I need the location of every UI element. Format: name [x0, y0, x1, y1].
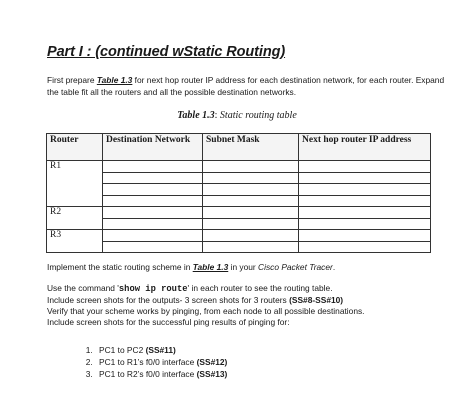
table-cell[interactable] [203, 172, 299, 184]
command-code: show ip route [118, 284, 188, 294]
implement-paragraph [47, 262, 457, 273]
screenshot-tag: (SS#8-SS#10) [289, 295, 344, 305]
implement-text-end: . [332, 262, 336, 272]
table-cell[interactable] [203, 230, 299, 242]
table-cell[interactable] [203, 218, 299, 230]
app-name: Cisco Packet Tracer [258, 262, 333, 272]
router-cell-r3: R3 [47, 230, 103, 253]
list-item [95, 357, 227, 369]
table-row [47, 161, 431, 173]
table-cell[interactable] [203, 161, 299, 173]
ping-test-list [78, 345, 227, 380]
table-row [47, 195, 431, 207]
command-text-end: ' in each router to see the routing table. [187, 283, 333, 293]
caption-separator: : [214, 110, 220, 121]
command-text-start: Use the command ' [47, 283, 119, 293]
header-destination-network: Destination Network [103, 134, 203, 161]
table-row [47, 230, 431, 242]
table-cell[interactable] [299, 241, 431, 253]
section-heading: Part I : (continued wStatic Routing) [47, 44, 286, 60]
table-cell[interactable] [103, 161, 203, 173]
table-cell[interactable] [103, 218, 203, 230]
table-cell[interactable] [103, 207, 203, 219]
table-cell[interactable] [103, 172, 203, 184]
table-cell[interactable] [103, 241, 203, 253]
header-router: Router [47, 134, 103, 161]
table-cell[interactable] [299, 172, 431, 184]
table-cell[interactable] [203, 241, 299, 253]
table-cell[interactable] [299, 184, 431, 196]
static-routing-table [46, 133, 431, 253]
verify-line: Verify that your scheme works by pinging, from each node to all possible destinations. [47, 306, 365, 316]
router-cell-r1: R1 [47, 161, 103, 207]
table-reference: Table 1.3 [96, 75, 133, 85]
test-text: PC1 to R1’s f0/0 interface [99, 356, 197, 367]
header-subnet-mask: Subnet Mask [203, 134, 299, 161]
test-tag: (SS#11) [145, 345, 176, 355]
table-row [47, 172, 431, 184]
list-item [95, 345, 227, 357]
ping-line: Include screen shots for the successful ping results of pinging for: [47, 317, 290, 327]
table-cell[interactable] [299, 207, 431, 219]
caption-label: Table 1.3 [177, 110, 215, 121]
screenshot-text: Include screen shots for the outputs- 3 screen shots for 3 routers [47, 295, 290, 305]
test-text: PC1 to R2’s f0/0 interface [99, 368, 197, 379]
table-row [47, 241, 431, 253]
table-row [47, 218, 431, 230]
table-cell[interactable] [299, 161, 431, 173]
caption-title: Static routing table [219, 110, 297, 121]
table-row [47, 184, 431, 196]
table-row [47, 207, 431, 219]
intro-text-start: First prepare [47, 75, 97, 85]
intro-text-end: for next hop router IP address for each destination network, for each router. Expand the table fit all the routers and all the possible destination networks. [47, 75, 445, 97]
table-cell[interactable] [203, 184, 299, 196]
table-cell[interactable] [299, 230, 431, 242]
test-text: PC1 to PC2 [99, 345, 146, 355]
table-cell[interactable] [203, 195, 299, 207]
intro-paragraph [47, 74, 447, 98]
list-item [95, 369, 227, 381]
table-cell[interactable] [203, 207, 299, 219]
table-caption [0, 110, 474, 121]
table-header-row [47, 134, 431, 161]
command-line [47, 283, 457, 295]
table-cell[interactable] [299, 195, 431, 207]
table-reference: Table 1.3 [192, 262, 229, 272]
test-tag: (SS#12) [196, 356, 228, 367]
table-cell[interactable] [299, 218, 431, 230]
header-next-hop: Next hop router IP address [299, 134, 431, 161]
implement-text-mid: in your [228, 262, 259, 272]
instructions-block [47, 283, 457, 328]
table-cell[interactable] [103, 230, 203, 242]
table-cell[interactable] [103, 184, 203, 196]
table-cell[interactable] [103, 195, 203, 207]
implement-text-start: Implement the static routing scheme in [47, 262, 193, 272]
screenshot-line [47, 295, 457, 306]
router-cell-r2: R2 [47, 207, 103, 230]
test-tag: (SS#13) [196, 368, 228, 379]
